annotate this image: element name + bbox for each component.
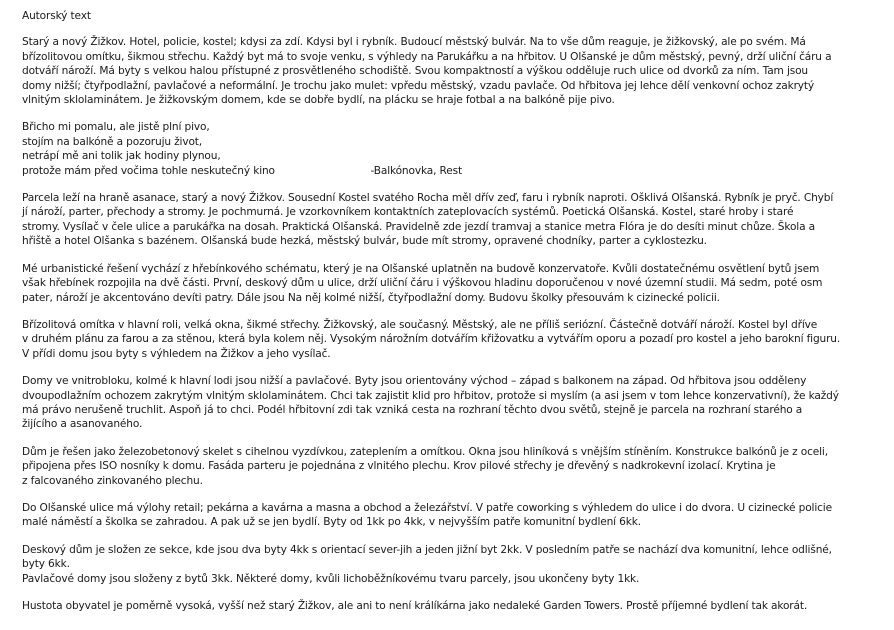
text-line: stromy. Vysílač v čele ulice a parukářka na dosah. Praktická Olšanská. Pravidelně zde jezdí tramvaj a stanice metra Flóra je do desíti minut chůze. Škola a [22, 220, 815, 233]
text-line: žijícího a asanovaného. [22, 418, 143, 431]
poem-line: protože mám před vočima tohle neskutečný kino [22, 164, 275, 177]
paragraph [22, 445, 854, 488]
text-line: domy nižší; čtyřpodlažní, pavlačové a neformální. Je trochu jako mulet: vpředu městský, vzadu pavlače. Od hřbitova jej lehce dělí venkovní ochoz zakrytý [22, 79, 815, 92]
text-line: Pavlačové domy jsou složeny z bytů 3kk. Některé domy, kvůli lichoběžníkovému tvaru parcely, jsou ukončeny byty 1kk. [22, 572, 640, 585]
text-line: Hustota obyvatel je poměrně vysoká, vyšší než starý Žižkov, ale ani to není králíkárna jako nedaleké Garden Towers. Prostě příjemné bydlení tak akorát. [22, 600, 808, 612]
text-line: připojena přes ISO nosníky k domu. Fasáda parteru je pojednána z vlnitého plechu. Krov pilové střechy je dřevěný s nadkrokevní izolací. Krytina je [22, 460, 776, 473]
poem-line: stojím na balkóně a pozoruju život, [22, 135, 203, 148]
text-line: Deskový dům je složen ze sekce, kde jsou dva byty 4kk s orientací sever-jih a jeden jižní byt 2kk. V posledním patře se nachází dva komunitní, lehce odlišné, [22, 543, 832, 556]
paragraph-intro [22, 35, 854, 107]
text-line: vlnitým sklolaminátem. Je žižkovským domem, kde se dobře bydlí, na plácku se hraje fotbal a na balkóně pije pivo. [22, 94, 615, 107]
text-line: z falcovaného zinkovaného plechu. [22, 474, 203, 487]
text-line: malé náměstí a školka se zahradou. A pak už se jen bydlí. Byty od 1kk po 4kk, v nejvyšším patře komunitní bydlení 6kk. [22, 516, 641, 529]
text-line: však hřebínek rozpojila na dvě části. První, deskový dům u ulice, drží uliční čáru i výškovou hladinu doporučenou v nové územní studii. Má sedm, poté osm [22, 277, 823, 290]
text-line: Mé urbanistické řešení vychází z hřebínkového schématu, který je na Olšanské uplatněn na budově konzervatoře. Kvůli dostatečnému osvětlení bytů jsem [22, 262, 820, 275]
text-line: Břízolitová omítka v hlavní roli, velká okna, šikmé střechy. Žižkovský, ale současný. Městský, ale ne příliš seriózní. Částečně dotváří nároží. Kostel byl dříve [22, 318, 818, 331]
document-heading: Autorský text [22, 10, 91, 22]
paragraph [22, 374, 854, 432]
text-line: v druhém plánu za farou a za stěnou, která byla kolem něj. Vysokým nárožním dotvářím křižovatku a vytvářím oporu a pozadí pro kostel a jeho barokní figuru. [22, 333, 841, 346]
text-line: hřiště a hotel Olšanka s bazénem. Olšanská bude hezká, městský bulvár, bude mít stromy, opravené chodníky, parter a cyklostezku. [22, 235, 707, 248]
text-line: dotváří nároží. Má byty s velkou halou přístupné z prosvětleného schodiště. Svou kompaktností a výškou odděluje ruch ulice od dvorků za ním. Tam jsou [22, 65, 808, 78]
paragraph [22, 599, 854, 613]
paragraph [22, 191, 854, 249]
text-line: Domy ve vnitrobloku, kolmé k hlavní lodi jsou nižší a pavlačové. Byty jsou orientovány východ – západ s balkonem na západ. Od hřbitova jsou odděleny [22, 375, 807, 388]
text-line: břízolitovou omítku, šikmou střechu. Každý byt má to svoje venku, s výhledy na Parukářku a na hřbitov. U Olšanské je dům městský, pevný, drží uliční čáru a [22, 50, 832, 63]
poem-last-line [22, 164, 462, 178]
paragraph [22, 262, 854, 305]
text-line: Do Olšanské ulice má výlohy retail; pekárna a kavárna a masna a obchod a železářství. V patře coworking s výhledem do ulice i do dvora. U cizinecké policie [22, 501, 832, 514]
poem-attribution: -Balkónovka, Rest [370, 164, 462, 177]
text-line: dvoupodlažním ochozem zakrytým vlnitým sklolaminátem. Chci tak zajistit klid pro hřbitov, protože si myslím (a asi jsem v tom lehce konzervativní), že každý [22, 389, 839, 402]
text-line: Dům je řešen jako železobetonový skelet s cihelnou vyzdívkou, zateplením a omítkou. Okna jsou hliníková s vnějším stíněním. Konstrukce balkónů je z oceli, [22, 445, 828, 458]
text-line: jí nároží, parter, přechody a stromy. Je pochmurná. Je vzorkovníkem kontaktních zateplovacích systémů. Poetická Olšanská. Kostel, staré hroby i staré [22, 206, 794, 219]
text-line: Parcela leží na hraně asanace, starý a nový Žižkov. Sousední Kostel svatého Rocha měl dřív zeď, faru i rybník naproti. Ošklivá Olšanská. Rybník je pryč. Chybí [22, 192, 834, 205]
paragraph [22, 543, 854, 586]
text-line: V přídi domu jsou byty s výhledem na Žižkov a jeho vysílač. [22, 347, 331, 360]
text-line: byty 6kk. [22, 558, 70, 571]
paragraph [22, 501, 854, 530]
paragraph [22, 318, 854, 361]
poem-line: Břicho mi pomalu, ale jistě plní pivo, [22, 121, 210, 134]
text-line: pater, nároží je akcentováno devíti patry. Dále jsou Na něj kolmé nižší, čtyřpodlažní domy. Budovu školky přesouvám k cizinecké policii. [22, 291, 720, 304]
body-paragraphs [22, 191, 854, 613]
text-line: Starý a nový Žižkov. Hotel, policie, kostel; kdysi za zdí. Kdysi byl i rybník. Budoucí městský bulvár. Na to vše dům reaguje, je žižkovský, ale po svém. Má [22, 36, 806, 49]
poem-block [22, 120, 854, 178]
poem-line: netrápí mě ani tolik jak hodiny plynou, [22, 150, 221, 163]
text-line: má právo nerušeně truchlit. Aspoň já to chci. Podél hřbitovní zdi tak vzniká cesta na rozhraní těchto dvou světů, stejně je parcela na rozhraní starého a [22, 403, 803, 416]
